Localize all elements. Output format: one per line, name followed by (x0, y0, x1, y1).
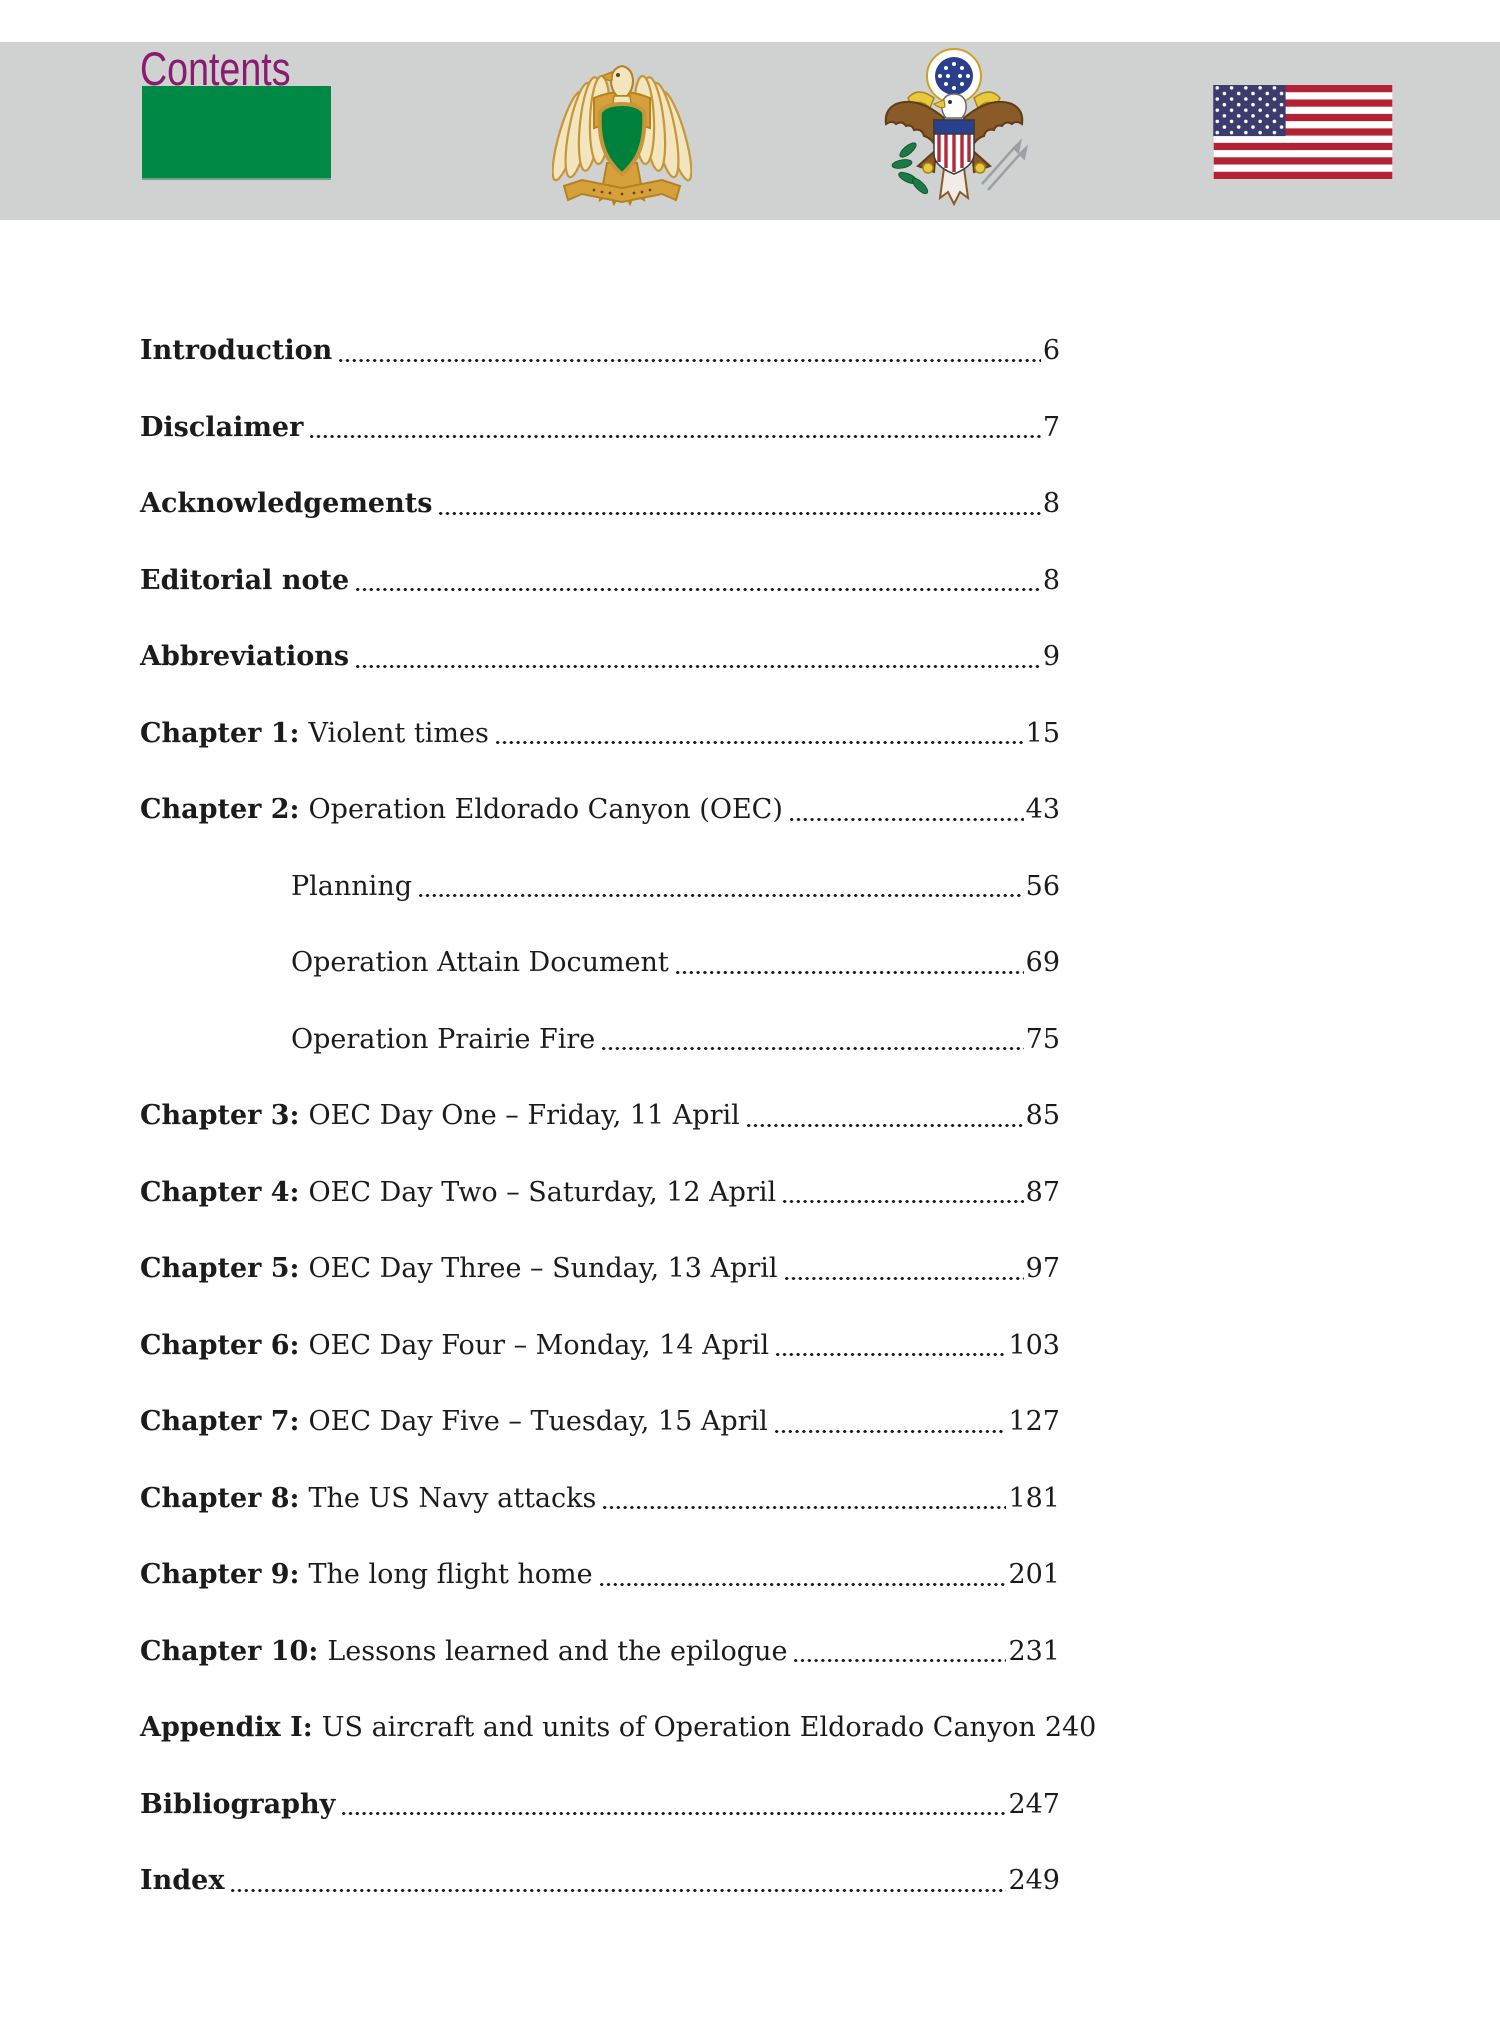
entry-label: Index (140, 1865, 225, 1896)
dotted-leader (794, 1659, 1006, 1662)
entry-label: Appendix I: (140, 1712, 313, 1743)
dotted-leader (356, 588, 1041, 591)
entry-title: Operation Eldorado Canyon (OEC) (308, 794, 783, 825)
toc-entry (140, 1329, 1060, 1363)
entry-page-number: 6 (1042, 335, 1060, 366)
dotted-leader (602, 1047, 1023, 1050)
entry-label: Chapter 7: (140, 1406, 300, 1437)
entry-label: Chapter 8: (140, 1482, 300, 1514)
entry-page-number: 9 (1042, 641, 1060, 672)
entry-page-number: 249 (1008, 1865, 1060, 1896)
entry-label: Chapter 4: (140, 1176, 300, 1208)
entry-label: Disclaimer (140, 411, 304, 443)
entry-page-number: 43 (1025, 794, 1060, 825)
entry-title: OEC Day Five – Tuesday, 15 April (308, 1406, 768, 1437)
toc-entry (140, 1405, 1060, 1439)
dotted-leader (600, 1583, 1007, 1586)
entry-page-number: 103 (1008, 1329, 1060, 1361)
toc-entry (140, 717, 1060, 751)
entry-page-number: 87 (1025, 1176, 1060, 1208)
toc-entry (140, 793, 1060, 827)
entry-title: Operation Attain Document (291, 947, 669, 978)
dotted-leader (785, 1277, 1024, 1280)
toc-entry (140, 334, 1060, 368)
entry-title: Violent times (308, 717, 489, 749)
entry-page-number: 97 (1025, 1253, 1060, 1284)
entry-page-number: 8 (1042, 488, 1060, 519)
toc-entry (140, 487, 1060, 521)
toc-entry (140, 1711, 1097, 1745)
entry-page-number: 69 (1025, 947, 1060, 978)
toc-entry (140, 564, 1060, 598)
toc-entry (140, 1635, 1060, 1669)
toc-entry (140, 1023, 1060, 1057)
entry-label: Chapter 3: (140, 1100, 300, 1131)
entry-label: Chapter 5: (140, 1253, 300, 1284)
entry-page-number: 127 (1008, 1406, 1060, 1437)
dotted-leader (439, 512, 1040, 515)
entry-page-number: 240 (1044, 1712, 1097, 1743)
entry-title: Lessons learned and the epilogue (327, 1635, 788, 1667)
dotted-leader (747, 1124, 1024, 1127)
entry-page-number: 15 (1025, 717, 1060, 749)
entry-page-number: 231 (1008, 1635, 1060, 1667)
dotted-leader (342, 1812, 1006, 1815)
entry-page-number: 8 (1042, 564, 1060, 596)
toc-list (140, 334, 1097, 1941)
toc-entry (140, 1482, 1060, 1516)
dotted-leader (231, 1889, 1006, 1892)
entry-page-number: 75 (1025, 1023, 1060, 1055)
entry-label: Chapter 9: (140, 1559, 300, 1590)
toc-entry (140, 1558, 1060, 1592)
us-flag-image (1213, 85, 1393, 179)
entry-label: Chapter 6: (140, 1329, 300, 1361)
entry-label: Acknowledgements (140, 488, 433, 519)
entry-title: The US Navy attacks (308, 1482, 597, 1514)
dotted-leader (339, 359, 1041, 362)
us-flag-icon (1213, 85, 1393, 179)
dotted-leader (310, 435, 1041, 438)
entry-page-number: 85 (1025, 1100, 1060, 1131)
toc-entry (140, 1176, 1060, 1210)
dotted-leader (496, 741, 1024, 744)
dotted-leader (775, 1430, 1007, 1433)
entry-title: US aircraft and units of Operation Eldorado Canyon (321, 1712, 1036, 1743)
entry-title: OEC Day Four – Monday, 14 April (308, 1329, 770, 1361)
toc-entry (140, 1099, 1060, 1133)
entry-title: OEC Day Two – Saturday, 12 April (308, 1176, 777, 1208)
dotted-leader (356, 665, 1041, 668)
entry-page-number: 7 (1042, 411, 1060, 443)
dotted-leader (603, 1506, 1006, 1509)
entry-page-number: 247 (1008, 1788, 1060, 1820)
toc-entry (140, 870, 1060, 904)
dotted-leader (776, 1353, 1006, 1356)
toc-entry (140, 640, 1060, 674)
dotted-leader (419, 894, 1024, 897)
entry-title: The long flight home (308, 1559, 593, 1590)
toc-entry (140, 411, 1060, 445)
toc-entry (140, 1788, 1060, 1822)
entry-label: Introduction (140, 335, 333, 366)
dotted-leader (676, 971, 1024, 974)
entry-title: Planning (291, 870, 412, 902)
libya-flag-image (142, 86, 331, 180)
entry-title: OEC Day Three – Sunday, 13 April (308, 1253, 778, 1284)
dotted-leader (783, 1200, 1024, 1203)
entry-page-number: 181 (1008, 1482, 1060, 1514)
dotted-leader (790, 818, 1024, 821)
entry-label: Abbreviations (140, 641, 350, 672)
entry-label: Chapter 1: (140, 717, 300, 749)
entry-label: Editorial note (140, 564, 350, 596)
entry-page-number: 56 (1025, 870, 1060, 902)
toc-entry (140, 1864, 1060, 1898)
entry-title: OEC Day One – Friday, 11 April (308, 1100, 740, 1131)
page-title: Contents (140, 42, 291, 95)
entry-page-number: 201 (1008, 1559, 1060, 1590)
entry-label: Chapter 2: (140, 794, 300, 825)
toc-entry (140, 1252, 1060, 1286)
entry-label: Chapter 10: (140, 1635, 319, 1667)
entry-title: Operation Prairie Fire (291, 1023, 596, 1055)
toc-entry (140, 946, 1060, 980)
entry-label: Bibliography (140, 1788, 336, 1820)
